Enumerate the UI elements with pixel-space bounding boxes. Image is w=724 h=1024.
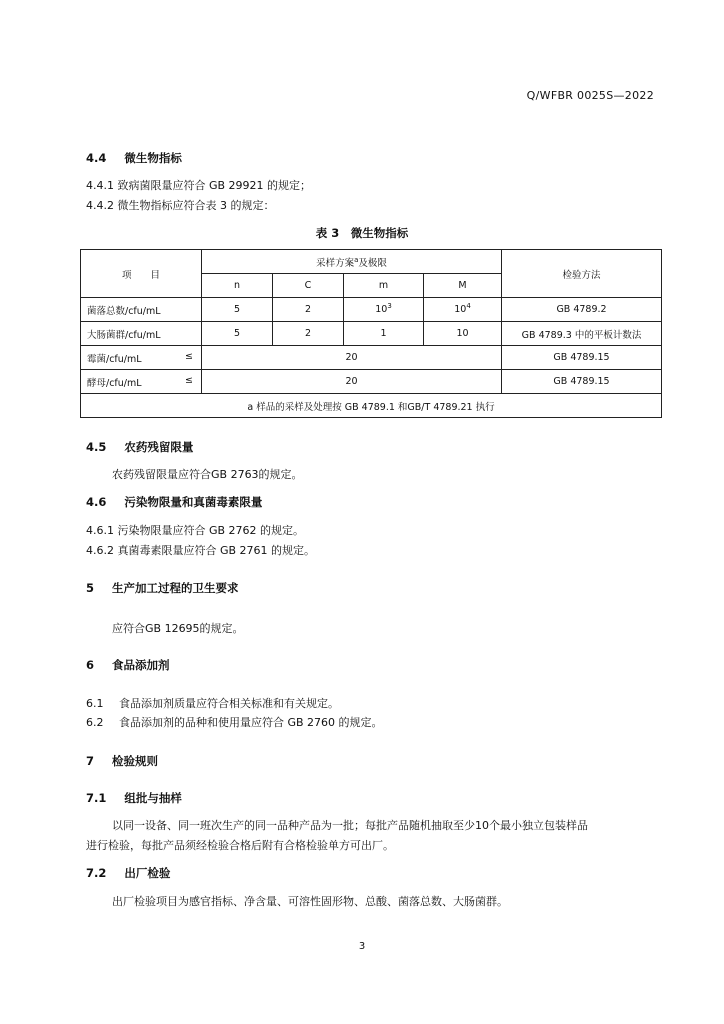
row-method: GB 4789.15	[502, 370, 662, 394]
page-number: 3	[358, 941, 366, 952]
row-limit: 20	[202, 346, 502, 370]
section-title: 污染物限量和真菌毒素限量	[124, 495, 263, 509]
row-limit: 20	[202, 370, 502, 394]
row-n: 5	[202, 322, 273, 346]
section-4-5-heading	[86, 439, 193, 455]
section-number: 4.6	[86, 495, 107, 509]
row-m-upper: 10	[424, 322, 502, 346]
row-method: GB 4789.3 中的平板计数法	[502, 322, 662, 346]
section-7-1-heading	[86, 790, 182, 806]
le-symbol: ≤	[185, 351, 193, 362]
table-row	[81, 346, 662, 370]
row-method: GB 4789.2	[502, 298, 662, 322]
document-id: Q/WFBR 0025S—2022	[526, 89, 654, 102]
clause-number: 6.2	[86, 716, 104, 729]
section-5-text: 应符合GB 12695的规定。	[112, 622, 244, 635]
clause-text: 食品添加剂的品种和使用量应符合 GB 2760 的规定。	[119, 716, 383, 729]
row-n: 5	[202, 298, 273, 322]
clause-4-4-1: 4.4.1 致病菌限量应符合 GB 29921 的规定；	[86, 179, 312, 192]
section-7-1-text-line1: 以同一设备、同一班次生产的同一品种产品为一批；每批产品随机抽取至少10个最小独立包装样品	[112, 819, 588, 832]
section-6-heading	[86, 657, 170, 673]
row-item	[81, 346, 202, 370]
section-7-2-text: 出厂检验项目为感官指标、净含量、可溶性固形物、总酸、菌落总数、大肠菌群。	[112, 895, 508, 908]
section-5-heading	[86, 580, 239, 596]
section-title: 农药残留限量	[124, 440, 194, 454]
header-sampling-plan	[202, 250, 502, 274]
section-4-4-heading	[86, 150, 182, 166]
section-number: 4.5	[86, 440, 107, 454]
section-title: 微生物指标	[124, 151, 182, 165]
clause-6-1	[86, 695, 339, 711]
section-7-heading	[86, 753, 158, 769]
header-item: 项 目	[81, 250, 202, 298]
section-title: 出厂检验	[124, 866, 171, 880]
table-footnote-row	[81, 394, 662, 418]
table-row	[81, 370, 662, 394]
M-base: 10	[454, 304, 467, 315]
header-plan-text-2: 及极限	[358, 257, 387, 269]
table-row	[81, 322, 662, 346]
section-4-5-text: 农药残留限量应符合GB 2763的规定。	[112, 468, 303, 481]
row-item-label: 酵母/cfu/mL	[87, 377, 142, 389]
row-m-upper	[424, 298, 502, 322]
row-c: 2	[273, 298, 344, 322]
header-plan-text: 采样方案	[316, 257, 355, 269]
section-4-6-heading	[86, 494, 262, 510]
section-title: 食品添加剂	[112, 658, 170, 672]
section-title: 检验规则	[112, 754, 159, 768]
row-m-lower	[344, 298, 424, 322]
row-item	[81, 370, 202, 394]
section-number: 6	[86, 658, 95, 672]
row-m-lower: 1	[344, 322, 424, 346]
section-title: 组批与抽样	[124, 791, 182, 805]
clause-6-2	[86, 714, 383, 730]
row-c: 2	[273, 322, 344, 346]
table-caption: 表 3 微生物指标	[315, 226, 409, 240]
section-title: 生产加工过程的卫生要求	[112, 581, 239, 595]
section-number: 7	[86, 754, 95, 768]
header-m-lower: m	[344, 274, 424, 298]
row-method: GB 4789.15	[502, 346, 662, 370]
m-base: 10	[375, 304, 388, 315]
section-number: 7.1	[86, 791, 107, 805]
M-exponent: 4	[466, 301, 471, 310]
header-m-upper: M	[424, 274, 502, 298]
section-number: 5	[86, 581, 95, 595]
row-item: 大肠菌群/cfu/mL	[81, 322, 202, 346]
m-exponent: 3	[387, 301, 392, 310]
table-footnote: a 样品的采样及处理按 GB 4789.1 和GB/T 4789.21 执行	[81, 394, 662, 418]
clause-4-6-2: 4.6.2 真菌毒素限量应符合 GB 2761 的规定。	[86, 544, 316, 557]
header-plan-footnote-mark: a	[354, 255, 359, 264]
section-7-1-text-line2: 进行检验，每批产品须经检验合格后附有合格检验单方可出厂。	[86, 839, 394, 852]
section-number: 4.4	[86, 151, 107, 165]
header-c: C	[273, 274, 344, 298]
table-row	[81, 298, 662, 322]
clause-text: 食品添加剂质量应符合相关标准和有关规定。	[119, 697, 339, 710]
section-number: 7.2	[86, 866, 107, 880]
le-symbol: ≤	[185, 375, 193, 386]
clause-number: 6.1	[86, 697, 104, 710]
header-n: n	[202, 274, 273, 298]
header-method: 检验方法	[502, 250, 662, 298]
row-item-label: 霉菌/cfu/mL	[87, 353, 142, 365]
clause-4-4-2: 4.4.2 微生物指标应符合表 3 的规定：	[86, 199, 275, 212]
microbial-table	[80, 249, 662, 418]
section-7-2-heading	[86, 865, 170, 881]
table-header-row	[81, 250, 662, 274]
row-item: 菌落总数/cfu/mL	[81, 298, 202, 322]
clause-4-6-1: 4.6.1 污染物限量应符合 GB 2762 的规定。	[86, 524, 305, 537]
